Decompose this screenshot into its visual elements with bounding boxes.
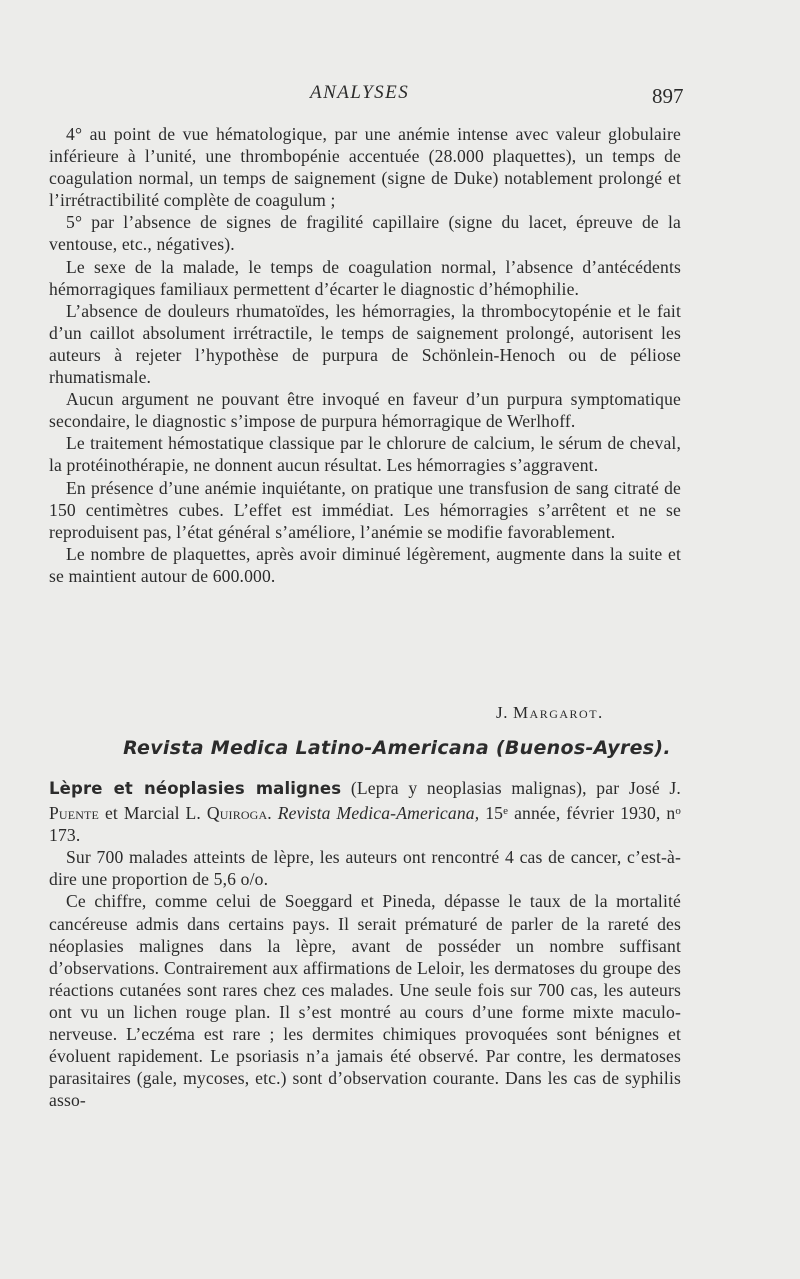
page-number: 897	[652, 84, 684, 108]
journal-heading	[0, 737, 800, 759]
paragraph: En présence d’une anémie inquiétante, on pratique une transfusion de sang citraté de 150 centimètres cubes. L’effet est immédiat. Les hémorragies s’arrêtent et ne se reproduisent pas, l’état général s’améliore, l’anémie se modifie favorablement.	[49, 477, 681, 542]
signature-initial: J.	[496, 703, 509, 722]
number-suffix: o	[675, 805, 681, 818]
analysis-body	[49, 123, 681, 587]
author2-first: Marcial L.	[123, 803, 201, 824]
article-and: et	[104, 803, 118, 824]
paragraph: Aucun argument ne pouvant être invoqué en faveur d’un purpura symptomatique secondaire, le diagnostic s’impose de purpura hémorragique de Werlhoff.	[49, 389, 681, 432]
author1-last: Puente	[49, 803, 100, 824]
article-body	[49, 777, 681, 1111]
citation-rest: année, février 1930, n	[508, 803, 676, 824]
year-volume: 15	[485, 803, 504, 824]
paragraph: Le traitement hémostatique classique par le chlorure de calcium, le sérum de cheval, la protéinothérapie, ne donnent aucun résultat. Les hémorragies s’aggravent.	[49, 433, 681, 476]
signature-name: Margarot.	[512, 703, 604, 722]
paragraph: Le nombre de plaquettes, après avoir diminué légèrement, augmente dans la suite et se maintient autour de 600.000.	[49, 543, 681, 586]
paragraph: Sur 700 malades atteints de lèpre, les auteurs ont rencontré 4 cas de cancer, c’est-à-dire une proportion de 5,6 o/o.	[49, 847, 681, 890]
article-citation	[49, 777, 681, 846]
paragraph: Le sexe de la malade, le temps de coagulation normal, l’absence d’antécédents hémorragiques familiaux permettent d’écarter le diagnostic d’hémophilie.	[49, 256, 681, 299]
page-header	[0, 82, 800, 112]
author1-first: José J.	[628, 778, 681, 798]
paragraph: 4° au point de vue hématologique, par une anémie intense avec valeur globulaire inférieure à l’unité, une thrombopénie accentuée (28.000 plaquettes), un temps de coagulation normal, un temps de saignement (signe de Duke) notablement prolongé et l’irrétractibilité complète de coagulum ;	[49, 124, 681, 211]
author2-last: Quiroga.	[206, 803, 272, 824]
paragraph: Ce chiffre, comme celui de Soeggard et Pineda, dépasse le taux de la mortalité cancéreuse admis dans certains pays. Il serait prématuré de parler de la rareté des néoplasies malignes dans la lèpre, avant de posséder un nombre suffisant d’observations. Contrairement aux affirmations de Leloir, les dermatoses du groupe des réactions cutanées sont rares chez ces malades. Une seule fois sur 700 cas, les auteurs ont vu un lichen rouge plan. Il s’est montré au cours d’une forme mixte maculo-nerveuse. L’eczéma est rare ; les dermites chimiques provoquées sont bénignes et évoluent rapidement. Le psoriasis n’a jamais été observé. Par contre, les dermatoses parasitaires (gale, mycoses, etc.) sont d’observation courante. Dans les cas de syphilis asso-	[49, 891, 681, 1111]
article-spanish-title: (Lepra y neoplasias malignas),	[350, 778, 587, 798]
article-by: par	[596, 778, 620, 798]
issue-number: 173.	[49, 825, 81, 846]
article-title: Lèpre et néoplasies malignes	[49, 779, 342, 798]
paragraph: 5° par l’absence de signes de fragilité capillaire (signe du lacet, épreuve de la ventouse, etc., négatives).	[49, 212, 681, 255]
journal-reference: Revista Medica-Americana,	[277, 803, 480, 824]
journal-title: Revista Medica Latino-Americana (Buenos-Ayres).	[123, 737, 671, 759]
paragraph: L’absence de douleurs rhumatoïdes, les hémorragies, la thrombocytopénie et le fait d’un caillot absolument irrétractile, le temps de saignement prolongé, autorisent les auteurs à rejeter l’hypothèse de purpura de Schönlein-Henoch ou de péliose rhumatismale.	[49, 300, 681, 388]
year-suffix: e	[503, 805, 509, 818]
author-signature	[496, 703, 604, 723]
running-title: ANALYSES	[310, 82, 410, 103]
